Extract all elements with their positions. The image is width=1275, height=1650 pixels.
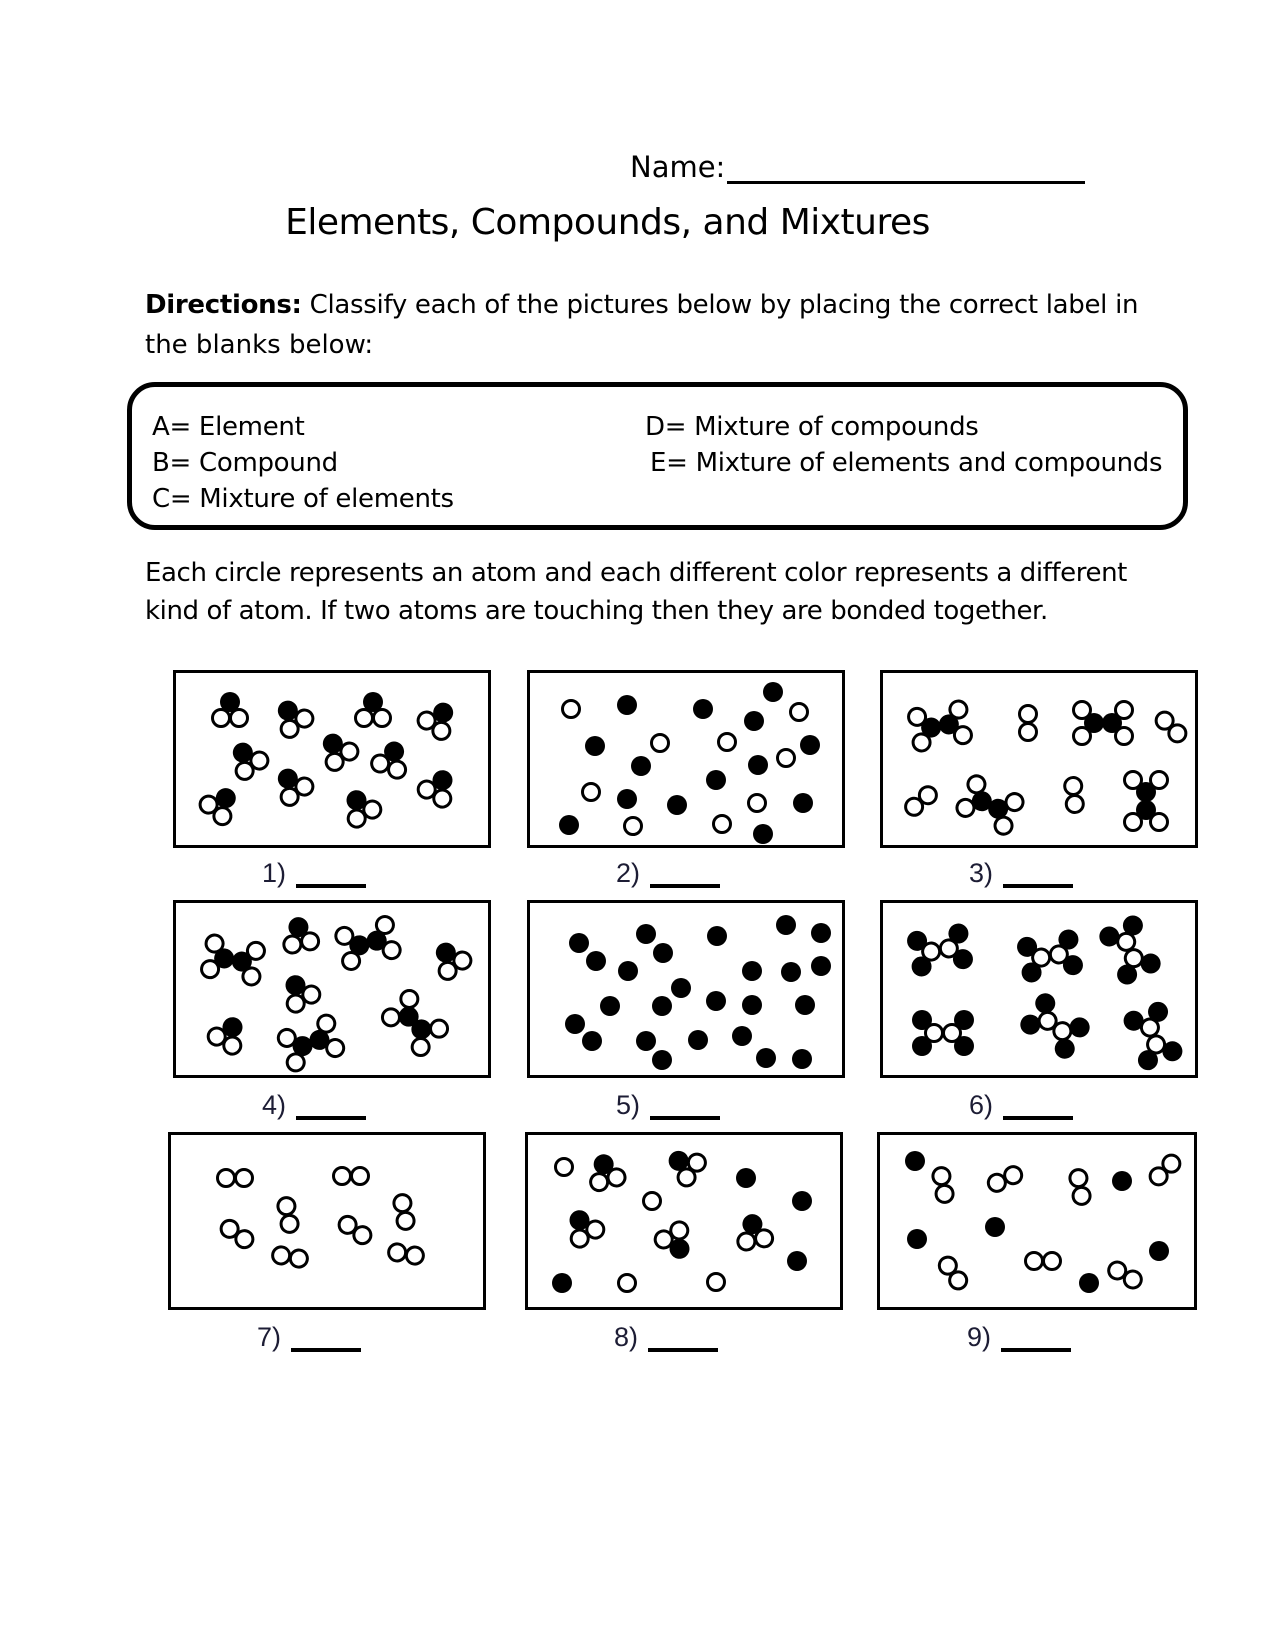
answer-line-9 (1001, 1338, 1071, 1352)
answer-blank-4 (262, 1088, 366, 1120)
answer-blank-5 (616, 1088, 720, 1120)
key-item-d: D= Mixture of compounds (645, 412, 979, 442)
atom-white (776, 748, 796, 768)
atom-white (789, 702, 809, 722)
molecule-box-3 (880, 670, 1198, 848)
answer-line-1 (296, 874, 366, 888)
atom-black (569, 933, 589, 953)
atom-white (747, 793, 767, 813)
atom-black (787, 1251, 807, 1271)
atom-white (924, 1023, 944, 1043)
atom-black (652, 1050, 672, 1070)
atom-black (652, 996, 672, 1016)
molecule-box-2 (527, 670, 845, 848)
atom-black (618, 961, 638, 981)
atom-white (1064, 793, 1086, 815)
atom-black (706, 991, 726, 1011)
answer-line-7 (291, 1338, 361, 1352)
atom-white (650, 733, 670, 753)
atom-white (216, 1168, 236, 1188)
atom-black (811, 956, 831, 976)
answer-blank-3 (969, 856, 1073, 888)
molecule-box-5 (527, 900, 845, 1078)
name-write-line (727, 152, 1085, 184)
directions-text: Classify each of the pictures below by placing the correct label in (301, 290, 1139, 320)
atom-white (372, 708, 392, 728)
atom-white (712, 814, 732, 834)
atom-black (636, 924, 656, 944)
atom-white (394, 1209, 417, 1232)
atom-white (554, 1157, 574, 1177)
atom-black (585, 736, 605, 756)
key-item-e: E= Mixture of elements and compounds (650, 448, 1163, 478)
atom-white (403, 1244, 426, 1267)
atom-white (332, 1166, 352, 1186)
key-item-b: B= Compound (152, 448, 338, 478)
atom-black (1079, 1273, 1099, 1293)
panel-number-4: 4) (262, 1090, 287, 1120)
molecule-box-8 (525, 1132, 843, 1310)
atom-white (642, 1191, 662, 1211)
panel-number-5: 5) (616, 1090, 641, 1120)
answer-line-2 (650, 874, 720, 888)
key-item-a: A= Element (152, 412, 305, 442)
atom-black (582, 1031, 602, 1051)
atom-white (350, 1166, 370, 1186)
atom-black (1136, 782, 1156, 802)
answer-blank-8 (614, 1320, 718, 1352)
atom-white (617, 1273, 637, 1293)
atom-white (234, 1168, 254, 1188)
atom-black (559, 815, 579, 835)
name-row (630, 150, 1085, 184)
panel-number-1: 1) (262, 858, 287, 888)
atom-black (742, 995, 762, 1015)
molecule-box-1 (173, 670, 491, 848)
directions-line-2: the blanks below: (145, 330, 374, 360)
atom-black (800, 735, 820, 755)
atom-black (600, 996, 620, 1016)
explanation-line-2: kind of atom. If two atoms are touching then they are bonded together. (145, 596, 1048, 626)
atom-white (706, 1272, 726, 1292)
atom-black (744, 711, 764, 731)
atom-black (617, 789, 637, 809)
explanation-line-1: Each circle represents an atom and each different color represents a different (145, 558, 1127, 588)
atom-black (756, 1048, 776, 1068)
atom-black (776, 915, 796, 935)
atom-white (717, 732, 737, 752)
atom-black (905, 1151, 925, 1171)
atom-black (907, 1229, 927, 1249)
atom-black (742, 961, 762, 981)
atom-white (211, 708, 231, 728)
atom-black (1112, 1171, 1132, 1191)
directions-label: Directions: (145, 290, 302, 320)
atom-black (688, 1030, 708, 1050)
atom-white (1018, 722, 1038, 742)
panel-number-6: 6) (969, 1090, 994, 1120)
panel-number-9: 9) (967, 1322, 992, 1352)
answer-blank-7 (257, 1320, 361, 1352)
atom-black (1102, 713, 1122, 733)
atom-black (552, 1273, 572, 1293)
atom-white (581, 782, 601, 802)
answer-blank-1 (262, 856, 366, 888)
atom-black (631, 756, 651, 776)
answer-blank-9 (967, 1320, 1071, 1352)
directions-line-1 (145, 290, 1138, 320)
atom-black (792, 1191, 812, 1211)
atom-white (1042, 1251, 1062, 1271)
answer-line-6 (1003, 1106, 1073, 1120)
answer-line-3 (1003, 874, 1073, 888)
atom-black (706, 770, 726, 790)
atom-black (748, 755, 768, 775)
atom-white (623, 816, 643, 836)
answer-blank-6 (969, 1088, 1073, 1120)
atom-white (561, 699, 581, 719)
atom-black (736, 1168, 756, 1188)
panel-number-3: 3) (969, 858, 994, 888)
panel-number-7: 7) (257, 1322, 282, 1352)
atom-black (792, 1049, 812, 1069)
atom-white (298, 930, 321, 953)
atom-white (933, 1182, 956, 1205)
atom-white (1024, 1251, 1044, 1271)
atom-white (752, 1227, 775, 1250)
molecule-box-7 (168, 1132, 486, 1310)
molecule-box-4 (173, 900, 491, 1078)
page-title: Elements, Compounds, and Mixtures (285, 202, 930, 243)
atom-black (565, 1014, 585, 1034)
molecule-box-6 (880, 900, 1198, 1078)
atom-black (985, 1217, 1005, 1237)
answer-line-5 (650, 1106, 720, 1120)
atom-black (667, 795, 687, 815)
answer-blank-2 (616, 856, 720, 888)
atom-black (707, 926, 727, 946)
atom-black (795, 995, 815, 1015)
atom-white (1018, 704, 1038, 724)
atom-black (811, 923, 831, 943)
panel-number-2: 2) (616, 858, 641, 888)
atom-black (693, 699, 713, 719)
atom-white (1070, 1184, 1093, 1207)
atom-black (1149, 1241, 1169, 1261)
atom-black (1136, 800, 1156, 820)
panel-number-8: 8) (614, 1322, 639, 1352)
atom-black (1084, 713, 1104, 733)
atom-black (653, 943, 673, 963)
atom-white (229, 708, 249, 728)
atom-black (636, 1031, 656, 1051)
atom-black (617, 695, 637, 715)
atom-white (942, 1023, 962, 1043)
atom-black (753, 824, 773, 844)
atom-black (781, 962, 801, 982)
atom-white (287, 1247, 310, 1270)
atom-black (586, 951, 606, 971)
answer-line-4 (296, 1106, 366, 1120)
atom-black (793, 793, 813, 813)
atom-black (732, 1026, 752, 1046)
answer-line-8 (648, 1338, 718, 1352)
atom-black (671, 978, 691, 998)
atom-white (354, 708, 374, 728)
atom-white (278, 1212, 301, 1235)
name-label: Name: (630, 150, 726, 184)
atom-black (763, 682, 783, 702)
molecule-box-9 (877, 1132, 1197, 1310)
key-item-c: C= Mixture of elements (152, 484, 454, 514)
